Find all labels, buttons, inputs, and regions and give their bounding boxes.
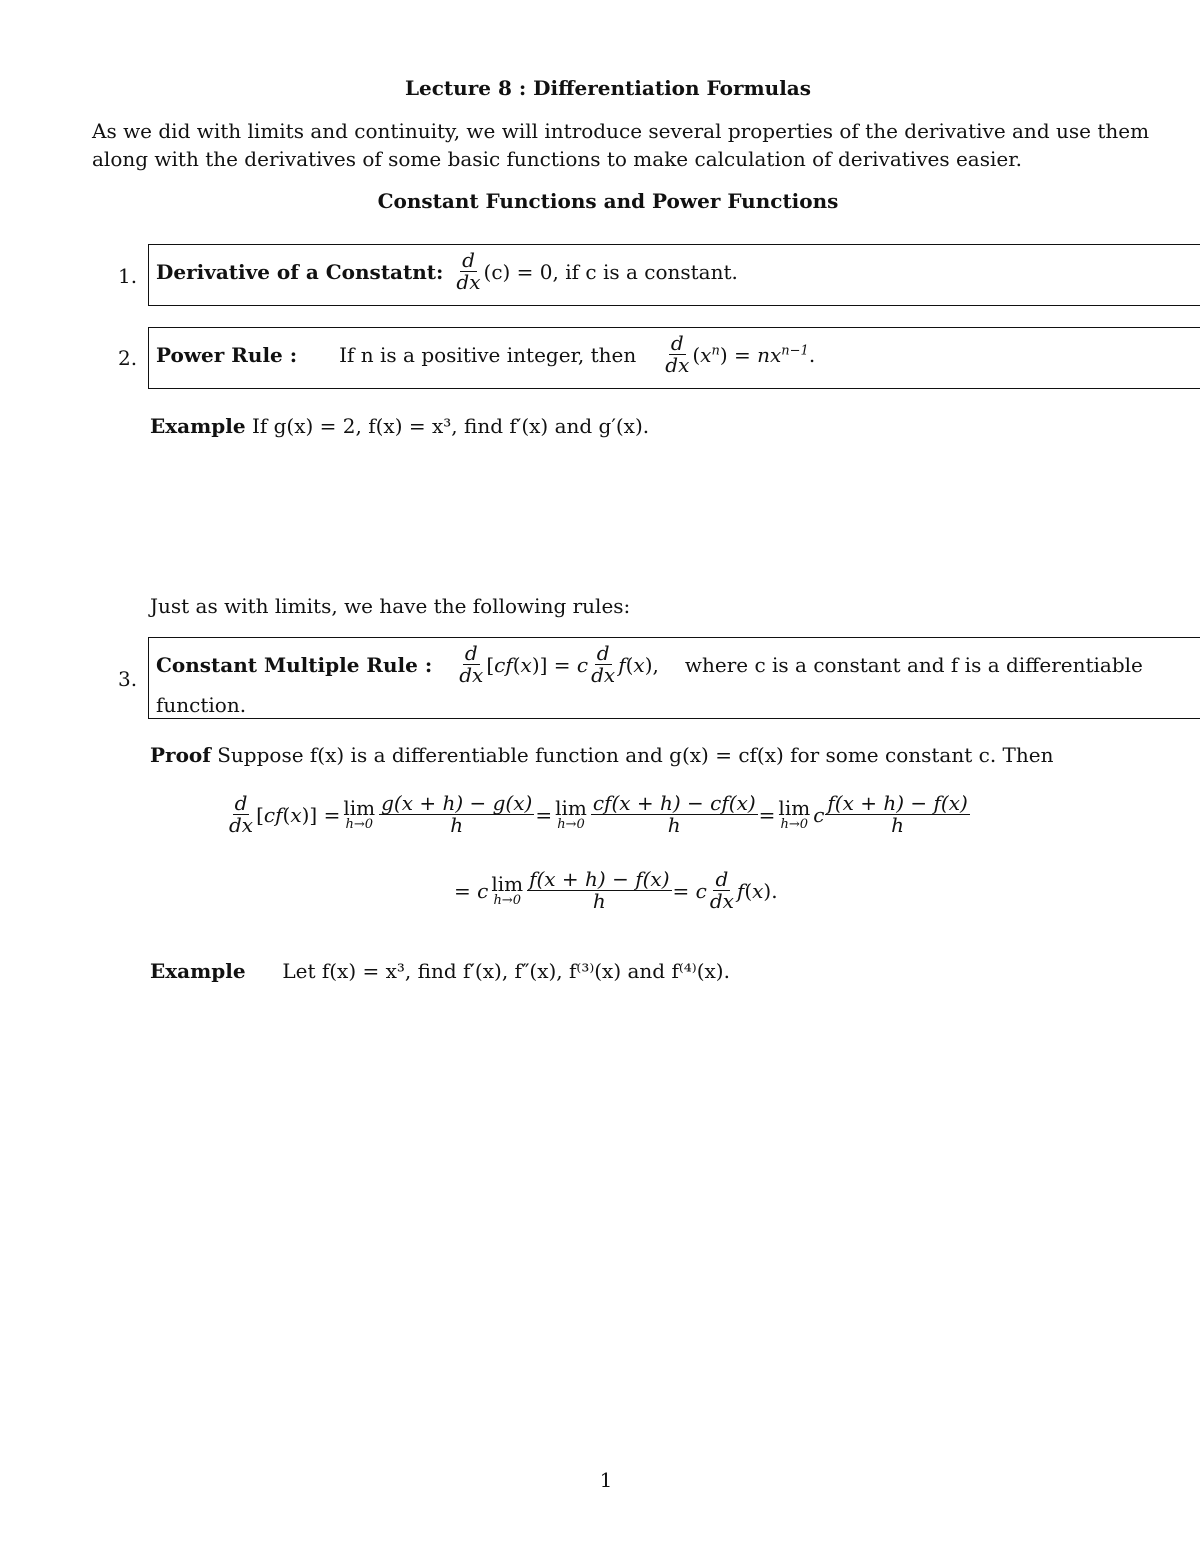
power-rule-formula: $(x^n) = nx^{n-1}$. xyxy=(692,342,816,367)
rule2-content xyxy=(156,333,815,376)
constant-multiple-rhs: f(x), xyxy=(618,652,659,677)
d-dx-fraction: $\frac{d}{dx}$ xyxy=(229,791,254,837)
rule3-number: 3. xyxy=(118,667,138,691)
proof-equation-1: $\frac{d}{dx}$ [cf(x)] = lim h→0 $\frac{g(x + h) - g(x)}{h}$ = lim h→0 $\frac{cf(x + h) - cf(x)}{h}$ = lim h→0 c $\frac{f(x + h) - f(x)}{h}$ xyxy=(229,791,968,837)
example2-text: Let f(x) = x³, find f′(x), f″(x), f⁽³⁾(x) and f⁽⁴⁾(x). xyxy=(282,959,730,983)
rule3-line2: function. xyxy=(156,693,247,717)
example1-text: If g(x) = 2, f(x) = x³, find f′(x) and g′(x). xyxy=(251,414,650,438)
example1 xyxy=(150,414,649,438)
limit-operator: lim h→0 xyxy=(343,796,376,832)
difference-quotient-f: $\frac{f(x + h) - f(x)}{h}$ xyxy=(827,791,968,837)
rule3-content xyxy=(156,643,1143,686)
intro-line-1: As we did with limits and continuity, we will introduce several properties of the derivative and use them xyxy=(92,119,1150,143)
limit-operator: lim h→0 xyxy=(491,872,524,908)
rule2-text: If n is a positive integer, then xyxy=(339,342,637,367)
just-as-text: Just as with limits, we have the following rules: xyxy=(150,594,631,618)
rule3-label: Constant Multiple Rule : xyxy=(156,652,433,677)
proof-text: Suppose f(x) is a differentiable function and g(x) = cf(x) for some constant c. Then xyxy=(217,743,1054,767)
difference-quotient-cf: $\frac{cf(x + h) - cf(x)}{h}$ xyxy=(592,791,756,837)
d-dx-fraction: $\frac{d}{dx}$ xyxy=(665,331,690,377)
example2-label: Example xyxy=(150,959,246,983)
rule2-number: 2. xyxy=(118,346,138,370)
rule1-label: Derivative of a Constatnt: xyxy=(156,259,444,284)
rule2-label: Power Rule : xyxy=(156,342,298,367)
d-dx-fraction: $\frac{d}{dx}$ xyxy=(709,867,734,913)
example2 xyxy=(150,959,730,983)
d-dx-fraction: $\frac{d}{dx}$ xyxy=(456,248,481,294)
rule3-tail: where c is a constant and f is a differentiable xyxy=(684,652,1143,677)
constant-multiple-lhs: [cf(x)] = c xyxy=(486,652,589,677)
intro-line-2: along with the derivatives of some basic functions to make calculation of derivatives easier. xyxy=(92,147,1022,171)
proof-label: Proof xyxy=(150,743,211,767)
limit-operator: lim h→0 xyxy=(555,796,587,832)
proof-equation-2: = c lim h→0 $\frac{f(x + h) - f(x)}{h}$ = c $\frac{d}{dx}$ f(x). xyxy=(454,867,778,913)
proof xyxy=(150,743,1053,767)
page-title: Lecture 8 : Differentiation Formulas xyxy=(404,76,812,100)
example1-label: Example xyxy=(150,414,246,438)
rule1-tail: (c) = 0, if c is a constant. xyxy=(483,259,738,284)
difference-quotient-f: $\frac{f(x + h) - f(x)}{h}$ xyxy=(529,867,670,913)
d-dx-fraction: $\frac{d}{dx}$ xyxy=(591,641,616,687)
difference-quotient-g: $\frac{g(x + h) - g(x)}{h}$ xyxy=(381,791,533,837)
page-number: 1 xyxy=(599,1468,613,1492)
rule1-number: 1. xyxy=(118,264,138,288)
limit-operator: lim h→0 xyxy=(778,796,811,832)
section-title: Constant Functions and Power Functions xyxy=(377,189,839,213)
rule1-content xyxy=(156,250,738,293)
d-dx-fraction: $\frac{d}{dx}$ xyxy=(459,641,484,687)
